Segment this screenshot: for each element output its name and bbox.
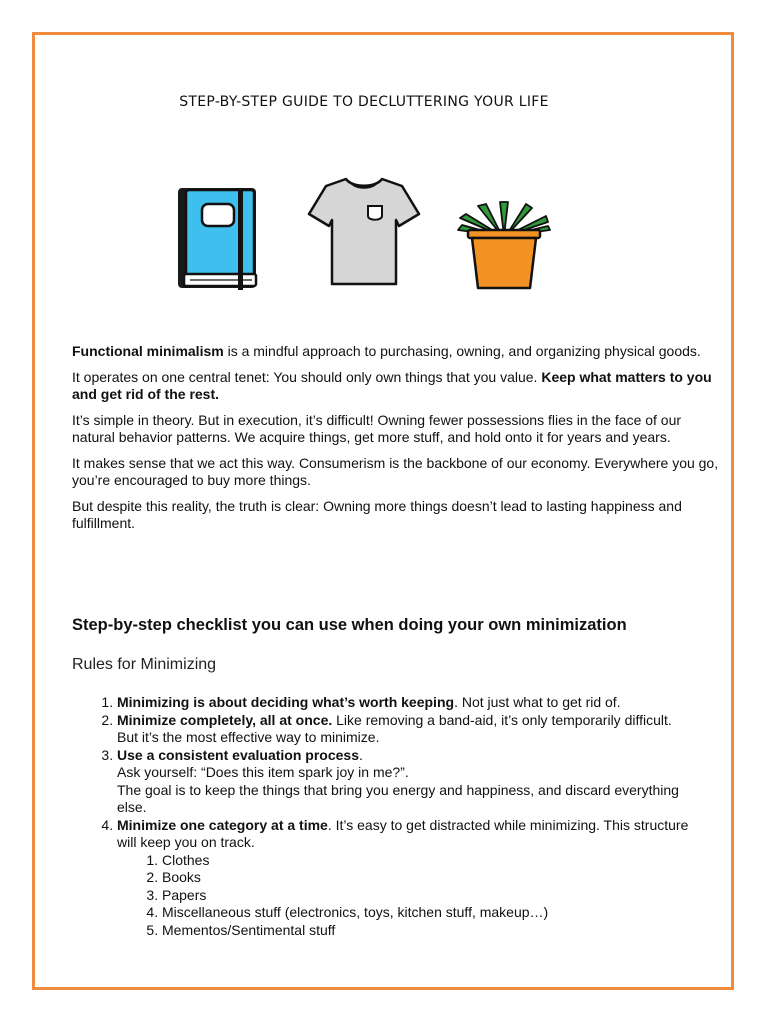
intro-p1-text: is a mindful approach to purchasing, owning, and organizing physical goods. xyxy=(223,343,701,359)
potted-plant-icon xyxy=(456,196,552,292)
intro-text xyxy=(72,343,722,541)
category-item: 2. Books xyxy=(162,869,692,887)
intro-paragraph-3: It’s simple in theory. But in execution, it’s difficult! Owning fewer possessions flies in the face of our natural behavior patterns. We acquire things, get more stuff, and hold onto it for years and years. xyxy=(72,412,682,445)
category-item: 4. Miscellaneous stuff (electronics, toys, kitchen stuff, makeup…) xyxy=(162,904,692,922)
rule-1-text: . Not just what to get rid of. xyxy=(454,694,621,710)
intro-p2-bold: Keep what matters to you and get rid of the rest. xyxy=(72,369,712,402)
intro-paragraph-2 xyxy=(72,369,722,403)
rule-4-bold: Minimize one category at a time xyxy=(117,816,328,833)
page-title: STEP-BY-STEP GUIDE TO DECLUTTERING YOUR LIFE xyxy=(179,94,549,110)
rule-2-text: Like removing a band-aid, it’s only temporarily difficult. But it’s the most effective way to minimize. xyxy=(117,711,672,745)
category-item: 1. Clothes xyxy=(162,852,692,870)
intro-paragraph-5: But despite this reality, the truth is clear: Owning more things doesn’t lead to lasting happiness and fulfillment. xyxy=(72,498,682,531)
rule-2-bold: Minimize completely, all at once. xyxy=(117,711,333,728)
rule-3-text: . xyxy=(358,746,363,763)
notebook-icon xyxy=(176,186,260,292)
category-list xyxy=(117,852,692,940)
rule-3-line-2: Ask yourself: “Does this item spark joy in me?”. xyxy=(117,764,409,780)
tshirt-icon xyxy=(306,176,422,288)
rule-item-1 xyxy=(117,694,692,712)
rule-3-line-3: The goal is to keep the things that bring you energy and happiness, and discard everything else. xyxy=(117,781,679,815)
intro-paragraph-1 xyxy=(72,343,722,360)
category-item: 3. Papers xyxy=(162,887,692,905)
rule-3-bold: Use a consistent evaluation process xyxy=(117,746,359,763)
category-item: 5. Mementos/Sentimental stuff xyxy=(162,922,692,940)
intro-p1-bold: Functional minimalism xyxy=(72,343,224,359)
rule-item-2 xyxy=(117,712,692,747)
checklist-heading: Step-by-step checklist you can use when doing your own minimization xyxy=(72,616,627,634)
intro-paragraph-4: It makes sense that we act this way. Consumerism is the backbone of our economy. Everywhere you go, you’re encouraged to buy more things. xyxy=(72,455,719,488)
rules-list-container xyxy=(72,694,692,939)
rule-item-3 xyxy=(117,747,692,817)
rule-4-text: . It’s easy to get distracted while minimizing. This structure will keep you on track. xyxy=(117,816,689,850)
rules-heading: Rules for Minimizing xyxy=(72,656,217,673)
rules-list xyxy=(72,694,692,939)
rule-1-bold: Minimizing is about deciding what’s worth keeping xyxy=(117,694,455,710)
rule-item-4 xyxy=(117,817,692,940)
intro-p2-text: It operates on one central tenet: You should only own things that you value. xyxy=(72,369,542,385)
